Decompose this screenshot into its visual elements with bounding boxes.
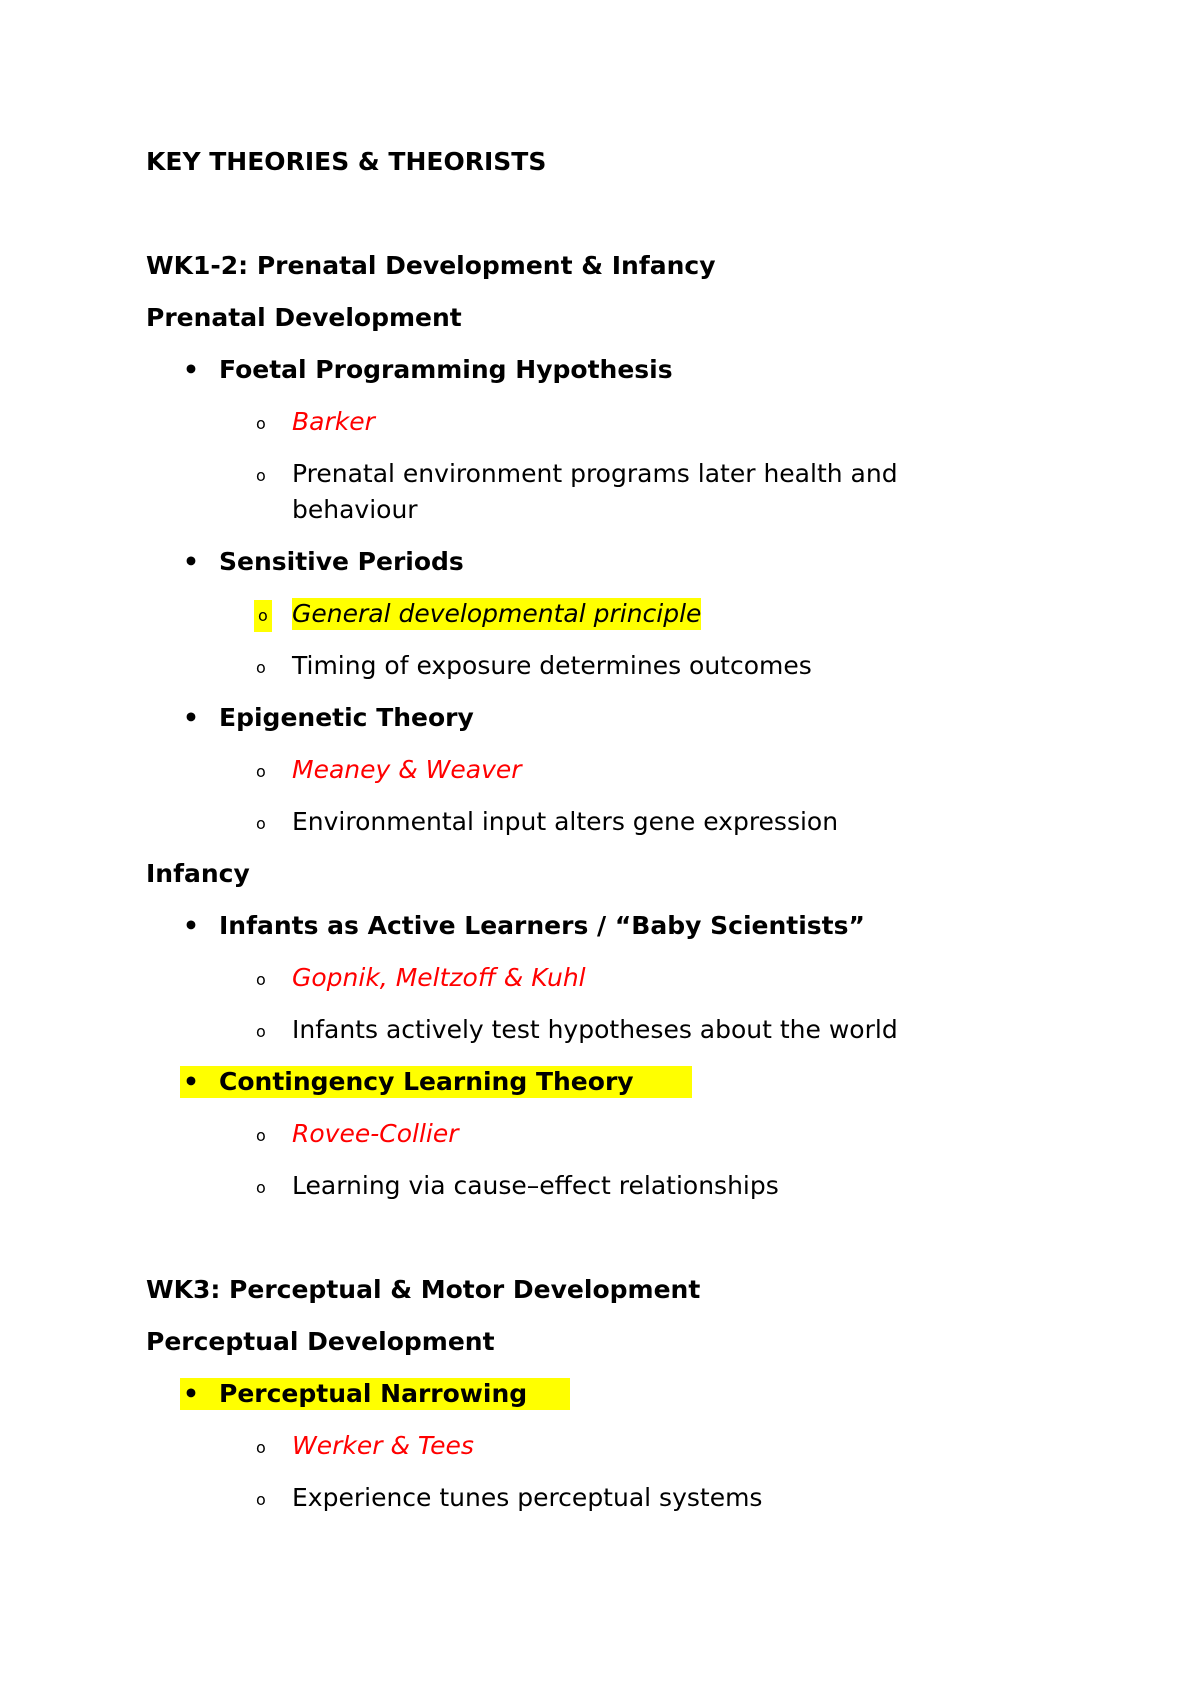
section-heading: Prenatal Development bbox=[146, 303, 462, 332]
theorist-name: Gopnik, Meltzoff & Kuhl bbox=[292, 963, 586, 992]
page-title: KEY THEORIES & THEORISTS bbox=[146, 147, 547, 176]
theory-name: Sensitive Periods bbox=[219, 547, 464, 576]
theorist-name: Barker bbox=[292, 407, 375, 436]
bullet-icon: • bbox=[183, 547, 199, 576]
theorist-name: Meaney & Weaver bbox=[292, 755, 522, 784]
theory-name: Foetal Programming Hypothesis bbox=[219, 355, 673, 384]
theory-description: Environmental input alters gene expression bbox=[292, 807, 839, 836]
section-heading: Perceptual Development bbox=[146, 1327, 495, 1356]
section-heading: Infancy bbox=[146, 859, 250, 888]
theory-description: Prenatal environment programs later health and bbox=[292, 459, 898, 488]
sub-bullet-icon: o bbox=[256, 466, 266, 485]
bullet-icon: • bbox=[183, 355, 199, 384]
sub-bullet-icon: o bbox=[256, 814, 266, 833]
theory-name: Infants as Active Learners / “Baby Scientists” bbox=[219, 911, 865, 940]
theory-principle: General developmental principle bbox=[292, 599, 702, 628]
theory-description: Experience tunes perceptual systems bbox=[292, 1483, 763, 1512]
week-heading: WK1-2: Prenatal Development & Infancy bbox=[146, 251, 716, 280]
theory-description-continued: behaviour bbox=[292, 495, 418, 524]
theory-name: Perceptual Narrowing bbox=[219, 1379, 528, 1408]
week-heading: WK3: Perceptual & Motor Development bbox=[146, 1275, 701, 1304]
sub-bullet-icon: o bbox=[256, 762, 266, 781]
sub-bullet-icon: o bbox=[256, 1022, 266, 1041]
bullet-icon: • bbox=[183, 703, 199, 732]
theory-description: Timing of exposure determines outcomes bbox=[292, 651, 812, 680]
sub-bullet-icon: o bbox=[256, 1490, 266, 1509]
bullet-icon: • bbox=[183, 1067, 199, 1096]
sub-bullet-icon: o bbox=[256, 1126, 266, 1145]
bullet-icon: • bbox=[183, 1379, 199, 1408]
theorist-name: Werker & Tees bbox=[292, 1431, 474, 1460]
sub-bullet-icon: o bbox=[256, 414, 266, 433]
theory-name: Epigenetic Theory bbox=[219, 703, 474, 732]
theory-description: Learning via cause–effect relationships bbox=[292, 1171, 779, 1200]
sub-bullet-icon: o bbox=[256, 1438, 266, 1457]
bullet-icon: • bbox=[183, 911, 199, 940]
sub-bullet-icon: o bbox=[256, 1178, 266, 1197]
sub-bullet-icon: o bbox=[256, 970, 266, 989]
theory-name: Contingency Learning Theory bbox=[219, 1067, 634, 1096]
theorist-name: Rovee-Collier bbox=[292, 1119, 459, 1148]
sub-bullet-icon: o bbox=[254, 600, 272, 632]
sub-bullet-icon: o bbox=[256, 658, 266, 677]
theory-description: Infants actively test hypotheses about the world bbox=[292, 1015, 898, 1044]
